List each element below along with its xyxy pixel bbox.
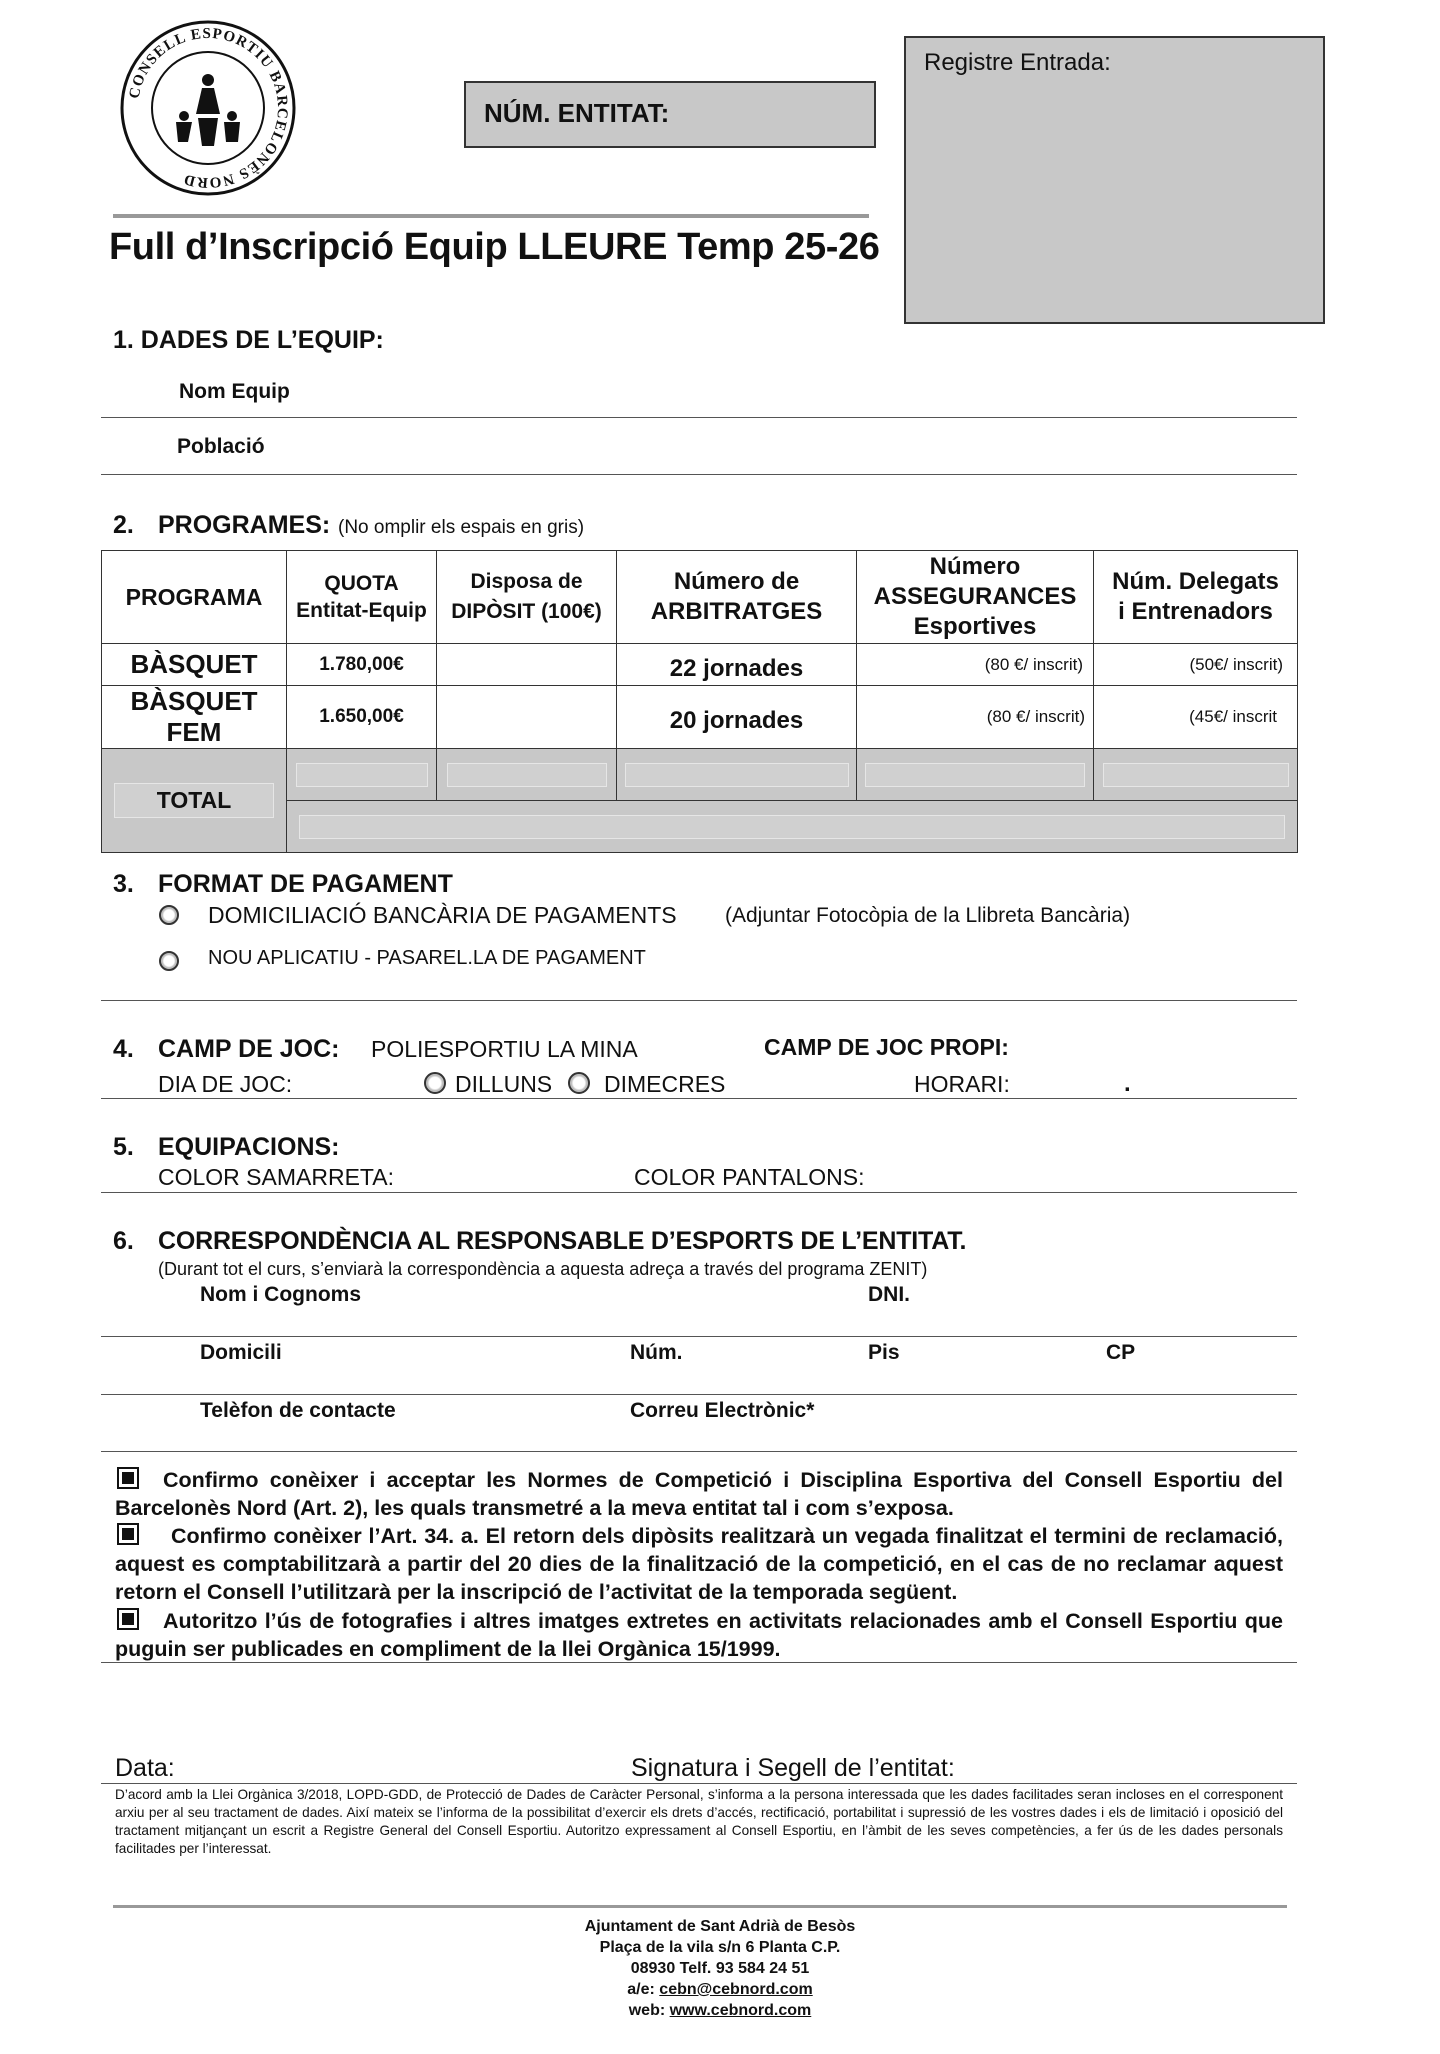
consent-rules-text: Confirmo conèixer i acceptar les Normes de Competició i Disciplina Esportiva del Consell Esportiu del Barcelonès Nord (Art. 2), les quals transmetré a la meva entitat tal i com s’exposa. — [115, 1468, 1283, 1520]
deposit-cell[interactable] — [437, 686, 617, 749]
town-label: Població — [177, 435, 265, 458]
col-refereeing: Número de ARBITRATGES — [617, 551, 857, 644]
phone-label: Telèfon de contacte — [200, 1399, 396, 1422]
footer-line3: 08930 Telf. 93 584 24 51 — [630, 1960, 810, 1977]
logo — [118, 18, 298, 198]
play-day-label: DIA DE JOC: — [158, 1071, 293, 1097]
col-program: PROGRAMA — [102, 551, 287, 644]
program-name: BÀSQUET FEM — [102, 686, 287, 749]
signature-label: Signatura i Segell de l’entitat: — [631, 1754, 955, 1782]
total-row — [102, 749, 1298, 801]
footer-line1: Ajuntament de Sant Adrià de Besòs — [584, 1918, 856, 1935]
table-row — [102, 644, 1298, 686]
entity-number-label: NÚM. ENTITAT: — [484, 98, 670, 128]
section1-heading: 1. DADES DE L’EQUIP: — [113, 326, 384, 354]
data-protection-notice: D’acord amb la Llei Orgànica 3/2018, LOPD-GDD, de Protecció de Dades de Caràcter Personal, s’informa a la persona interessada que les dades facilitades seran incloses en el corresponent arxiu per al seu tractament de dades. Així mateix se l’informa de la possibilitat d’exercir els drets d’accés, rectificació, portabilitat i supressió de les vostres dades i els de limitació i oposició del tractament mitjançant un escrit a Registre General del Consell Esportiu. Autoritzo expressament al Consell Esportiu, en l’àmbit de les seves competències, a fer ús de les dades personals facilitades per l’interessat. — [115, 1787, 1283, 1856]
shorts-color-label: COLOR PANTALONS: — [634, 1164, 865, 1190]
footer — [0, 1916, 1440, 2021]
section2-number: 2. — [113, 511, 134, 539]
deposit-cell[interactable] — [437, 644, 617, 686]
day-monday-radio[interactable] — [424, 1072, 446, 1094]
refereeing-count: 20 jornades — [617, 686, 857, 749]
time-field[interactable]: . — [1124, 1070, 1131, 1097]
section3-heading: FORMAT DE PAGAMENT — [158, 870, 453, 898]
section4-heading: CAMP DE JOC: — [158, 1035, 340, 1063]
signature-line[interactable] — [101, 1783, 1297, 1784]
program-name: BÀSQUET — [102, 644, 287, 686]
section5-divider — [101, 1192, 1297, 1193]
section5-number: 5. — [113, 1133, 134, 1161]
title-divider — [113, 214, 869, 218]
address-field[interactable] — [101, 1394, 1297, 1395]
total-insurance-cell — [857, 749, 1094, 801]
delegates-cell[interactable]: (45€/ inscrit — [1094, 686, 1298, 749]
col-deposit: Disposa de DIPÒSIT (100€) — [437, 551, 617, 644]
venue-value: POLIESPORTIU LA MINA — [371, 1036, 638, 1062]
entity-number-box[interactable] — [464, 81, 876, 148]
total-delegates-cell — [1094, 749, 1298, 801]
svg-text:CONSELL ESPORTIU BARCELONÈS NO: CONSELL ESPORTIU BARCELONÈS NORD — [126, 25, 291, 191]
payment-option1-note: (Adjuntar Fotocòpia de la Llibreta Bancària) — [725, 904, 1131, 927]
payment-option1-label: DOMICILIACIÓ BANCÀRIA DE PAGAMENTS — [208, 902, 677, 928]
consent-images-text: Autoritzo l’ús de fotografies i altres imatges extretes en activitats relacionades amb el Consell Esportiu que puguin ser publicades en compliment de la llei Orgànica 15/1999. — [115, 1609, 1283, 1661]
phone-email-field[interactable] — [101, 1451, 1297, 1452]
col-delegates: Núm. Delegats i Entrenadors — [1094, 551, 1298, 644]
section5-heading: EQUIPACIONS: — [158, 1133, 340, 1161]
contact-name-label: Nom i Cognoms — [200, 1283, 361, 1306]
payment-option2-label: NOU APLICATIU - PASAREL.LA DE PAGAMENT — [208, 947, 646, 969]
delegates-cell[interactable]: (50€/ inscrit) — [1094, 644, 1298, 686]
registry-entry-box — [904, 36, 1325, 324]
contact-name-field[interactable] — [101, 1336, 1297, 1337]
total-label-cell — [102, 749, 287, 853]
time-label: HORARI: — [914, 1071, 1010, 1097]
page-title: Full d’Inscripció Equip LLEURE Temp 25-26 — [109, 226, 880, 268]
town-field[interactable] — [101, 474, 1297, 475]
section2-note: (No omplir els espais en gris) — [338, 517, 585, 538]
email-label: Correu Electrònic* — [630, 1399, 815, 1422]
footer-email-line: a/e: cebn@cebnord.com — [627, 1981, 813, 1998]
date-label: Data: — [115, 1754, 175, 1782]
program-fee: 1.780,00€ — [287, 644, 437, 686]
total-refereeing-cell — [617, 749, 857, 801]
consents-divider — [101, 1662, 1297, 1663]
consent-deposit-text: Confirmo conèixer l’Art. 34. a. El retorn dels dipòsits realitzarà un vegada finalitzat el termini de reclamació, aquest es comptabilitzarà a partir del 20 dies de la finalització de la competició, en el cas de no reclamar aquest retorn el Consell l’utilitzarà per la inscripció de l’activitat de la temporada següent. — [115, 1524, 1283, 1604]
team-name-label: Nom Equip — [179, 380, 290, 403]
section4-number: 4. — [113, 1035, 134, 1063]
grand-total-cell — [287, 801, 1298, 853]
own-field-label: CAMP DE JOC PROPI: — [764, 1034, 1009, 1060]
footer-divider — [113, 1905, 1287, 1908]
footer-line2: Plaça de la vila s/n 6 Planta C.P. — [599, 1939, 841, 1956]
day-monday-label: DILLUNS — [455, 1071, 553, 1097]
table-row — [102, 686, 1298, 749]
section6-number: 6. — [113, 1227, 134, 1255]
programs-header-row — [102, 551, 1298, 644]
address-number-label: Núm. — [630, 1341, 683, 1364]
shirt-color-label: COLOR SAMARRETA: — [158, 1164, 394, 1190]
footer-web-link[interactable]: www.cebnord.com — [669, 2002, 812, 2019]
payment-direct-debit-radio[interactable] — [159, 905, 179, 925]
section3-divider — [101, 1000, 1297, 1001]
team-name-field[interactable] — [101, 417, 1297, 418]
logo-emblem-icon — [118, 18, 298, 198]
refereeing-count: 22 jornades — [617, 644, 857, 686]
footer-web-line: web: www.cebnord.com — [628, 2002, 812, 2019]
address-label: Domicili — [200, 1341, 282, 1364]
section4-divider — [101, 1098, 1297, 1099]
day-wednesday-label: DIMECRES — [604, 1071, 726, 1097]
section2-heading: PROGRAMES: — [158, 511, 331, 539]
section6-note: (Durant tot el curs, s’enviarà la correspondència a aquesta adreça a través del programa ZENIT) — [158, 1259, 928, 1279]
section6-heading: CORRESPONDÈNCIA AL RESPONSABLE D’ESPORTS DE L’ENTITAT. — [158, 1227, 967, 1255]
programs-table — [101, 550, 1298, 853]
address-floor-label: Pis — [868, 1341, 900, 1364]
total-fee-cell — [287, 749, 437, 801]
col-insurance: Número ASSEGURANCES Esportives — [857, 551, 1094, 644]
total-label: TOTAL — [114, 783, 274, 818]
payment-gateway-radio[interactable] — [159, 951, 179, 971]
day-wednesday-radio[interactable] — [568, 1072, 590, 1094]
footer-email-link[interactable]: cebn@cebnord.com — [659, 1981, 813, 1998]
col-fee: QUOTA Entitat-Equip — [287, 551, 437, 644]
insurance-cell[interactable]: (80 €/ inscrit) — [857, 686, 1094, 749]
postal-code-label: CP — [1106, 1341, 1136, 1364]
insurance-cell[interactable]: (80 €/ inscrit) — [857, 644, 1094, 686]
contact-dni-label: DNI. — [868, 1283, 910, 1306]
section3-number: 3. — [113, 870, 134, 898]
program-fee: 1.650,00€ — [287, 686, 437, 749]
registry-entry-label: Registre Entrada: — [924, 49, 1111, 76]
total-deposit-cell — [437, 749, 617, 801]
